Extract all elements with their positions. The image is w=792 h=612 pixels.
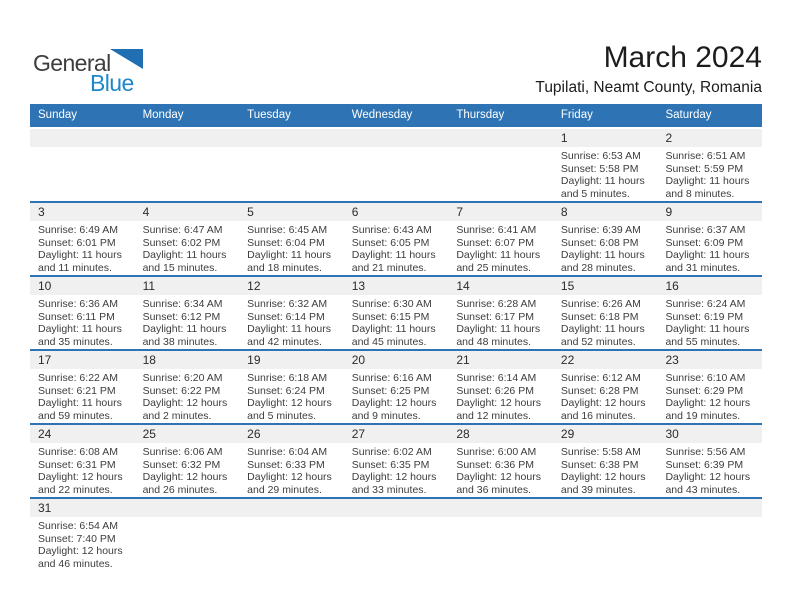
day-cell <box>448 351 553 423</box>
cell-daylight2-text: and 21 minutes. <box>351 261 427 274</box>
cell-sunset-text: Sunset: 6:14 PM <box>247 310 325 323</box>
cell-daylight1-text: Daylight: 11 hours <box>247 249 332 261</box>
cell-sunset-text: Sunset: 6:11 PM <box>38 310 115 323</box>
day-cell <box>135 425 240 497</box>
day-cell <box>344 277 449 349</box>
cell-sunrise-text: Sunrise: 6:43 AM <box>351 224 432 236</box>
cell-sunset-text: Sunset: 6:19 PM <box>665 310 744 323</box>
cell-daylight1-text: Daylight: 12 hours <box>142 397 228 409</box>
cell-daylight2-text: and 35 minutes. <box>38 335 113 348</box>
cell-daylight1-text: Daylight: 11 hours <box>38 397 122 409</box>
cell-daylight2-text: and 18 minutes. <box>247 261 322 274</box>
week-row <box>30 203 762 277</box>
date-number: 4 <box>135 203 240 221</box>
date-number: 7 <box>448 203 553 221</box>
cell-daylight2-text: and 36 minutes. <box>456 483 532 496</box>
cell-sunset-text: Sunset: 6:21 PM <box>38 384 116 397</box>
date-number <box>553 499 658 517</box>
cell-sunset-text: Sunset: 6:02 PM <box>142 236 221 249</box>
cell-sunrise-text: Sunrise: 6:49 AM <box>38 224 118 236</box>
day-cell <box>344 351 449 423</box>
cell-daylight2-text: and 55 minutes. <box>665 335 741 348</box>
cell-sunset-text: Sunset: 7:40 PM <box>38 532 116 545</box>
cell-daylight2-text: and 5 minutes. <box>247 409 317 422</box>
day-cell <box>30 499 135 571</box>
cell-daylight2-text: and 2 minutes. <box>142 409 212 422</box>
day-cell <box>553 129 658 201</box>
cell-sunrise-text: Sunrise: 6:14 AM <box>456 372 537 384</box>
week-row <box>30 499 762 571</box>
date-number: 22 <box>553 351 658 369</box>
cell-daylight1-text: Daylight: 11 hours <box>456 249 541 261</box>
date-number: 30 <box>657 425 762 443</box>
day-cell <box>135 129 240 201</box>
cell-daylight1-text: Daylight: 11 hours <box>351 249 436 261</box>
cell-daylight1-text: Daylight: 11 hours <box>142 323 227 335</box>
day-cell <box>135 351 240 423</box>
date-number <box>239 129 344 147</box>
cell-daylight2-text: and 38 minutes. <box>142 335 218 348</box>
date-number: 24 <box>30 425 135 443</box>
cell-sunset-text: Sunset: 5:58 PM <box>560 162 639 175</box>
cell-sunset-text: Sunset: 6:17 PM <box>456 310 534 323</box>
week-row <box>30 129 762 203</box>
day-cell <box>448 203 553 275</box>
cell-daylight1-text: Daylight: 11 hours <box>351 323 436 335</box>
cell-daylight1-text: Daylight: 12 hours <box>456 397 541 409</box>
logo-text-general: General <box>33 50 111 76</box>
date-number: 20 <box>344 351 449 369</box>
date-number <box>448 499 553 517</box>
general-blue-logo <box>33 50 143 97</box>
cell-daylight2-text: and 45 minutes. <box>351 335 427 348</box>
month-calendar <box>30 104 762 571</box>
cell-sunrise-text: Sunrise: 6:12 AM <box>560 372 641 384</box>
cell-sunrise-text: Sunrise: 6:20 AM <box>142 372 223 384</box>
date-number: 8 <box>553 203 658 221</box>
cell-daylight1-text: Daylight: 11 hours <box>456 323 541 335</box>
cell-sunrise-text: Sunrise: 6:32 AM <box>247 298 328 310</box>
date-number <box>135 499 240 517</box>
cell-sunset-text: Sunset: 6:09 PM <box>665 236 744 249</box>
date-number: 18 <box>135 351 240 369</box>
cell-daylight2-text: and 28 minutes. <box>560 261 636 274</box>
cell-daylight1-text: Daylight: 11 hours <box>38 249 122 261</box>
cell-sunset-text: Sunset: 6:08 PM <box>560 236 639 249</box>
day-cell <box>448 499 553 571</box>
day-cell <box>553 277 658 349</box>
date-number <box>448 129 553 147</box>
cell-daylight1-text: Daylight: 12 hours <box>665 397 751 409</box>
dow-header-saturday: Saturday <box>665 109 712 121</box>
cell-sunrise-text: Sunrise: 6:36 AM <box>38 298 118 310</box>
date-number: 17 <box>30 351 135 369</box>
cell-daylight2-text: and 59 minutes. <box>38 409 113 422</box>
cell-daylight2-text: and 26 minutes. <box>142 483 218 496</box>
cell-daylight1-text: Daylight: 11 hours <box>665 175 750 187</box>
day-cell <box>344 203 449 275</box>
day-cell <box>135 499 240 571</box>
date-number: 23 <box>657 351 762 369</box>
cell-sunset-text: Sunset: 6:25 PM <box>351 384 430 397</box>
day-cell <box>344 129 449 201</box>
day-cell <box>30 351 135 423</box>
cell-daylight2-text: and 16 minutes. <box>560 409 636 422</box>
date-number: 15 <box>553 277 658 295</box>
cell-daylight1-text: Daylight: 11 hours <box>560 175 645 187</box>
dow-header-tuesday: Tuesday <box>247 109 291 121</box>
cell-sunrise-text: Sunrise: 6:47 AM <box>142 224 223 236</box>
date-number <box>657 499 762 517</box>
page-title: March 2024 <box>603 41 762 74</box>
date-number: 5 <box>239 203 344 221</box>
date-number <box>344 129 449 147</box>
cell-sunset-text: Sunset: 6:12 PM <box>142 310 221 323</box>
week-row <box>30 277 762 351</box>
date-number <box>239 499 344 517</box>
cell-daylight2-text: and 12 minutes. <box>456 409 532 422</box>
day-cell <box>448 425 553 497</box>
date-number: 31 <box>30 499 135 517</box>
cell-sunrise-text: Sunrise: 6:06 AM <box>142 446 223 458</box>
logo-text-blue: Blue <box>90 70 134 96</box>
cell-daylight1-text: Daylight: 11 hours <box>665 249 750 261</box>
day-cell <box>239 277 344 349</box>
date-number: 6 <box>344 203 449 221</box>
cell-sunrise-text: Sunrise: 6:54 AM <box>38 520 118 532</box>
day-cell <box>657 351 762 423</box>
cell-sunrise-text: Sunrise: 6:41 AM <box>456 224 537 236</box>
day-cell <box>135 203 240 275</box>
cell-daylight1-text: Daylight: 12 hours <box>38 471 123 483</box>
day-cell <box>239 425 344 497</box>
day-cell <box>30 203 135 275</box>
cell-sunrise-text: Sunrise: 6:28 AM <box>456 298 537 310</box>
date-number: 25 <box>135 425 240 443</box>
cell-daylight1-text: Daylight: 12 hours <box>560 397 646 409</box>
cell-sunset-text: Sunset: 6:26 PM <box>456 384 534 397</box>
day-cell <box>344 499 449 571</box>
cell-sunrise-text: Sunrise: 6:51 AM <box>665 150 746 162</box>
dow-header-wednesday: Wednesday <box>351 109 413 121</box>
day-cell <box>657 277 762 349</box>
cell-sunset-text: Sunset: 6:33 PM <box>247 458 325 471</box>
date-number: 29 <box>553 425 658 443</box>
cell-sunset-text: Sunset: 6:38 PM <box>560 458 639 471</box>
cell-daylight1-text: Daylight: 11 hours <box>560 323 645 335</box>
date-number: 9 <box>657 203 762 221</box>
cell-daylight2-text: and 25 minutes. <box>456 261 532 274</box>
cell-sunrise-text: Sunrise: 6:37 AM <box>665 224 746 236</box>
cell-daylight2-text: and 43 minutes. <box>665 483 741 496</box>
cell-daylight2-text: and 29 minutes. <box>247 483 322 496</box>
week-row <box>30 425 762 499</box>
cell-daylight1-text: Daylight: 11 hours <box>142 249 227 261</box>
date-number: 11 <box>135 277 240 295</box>
date-number: 3 <box>30 203 135 221</box>
day-cell <box>448 277 553 349</box>
day-cell <box>657 499 762 571</box>
cell-sunset-text: Sunset: 6:28 PM <box>560 384 639 397</box>
cell-sunset-text: Sunset: 6:22 PM <box>142 384 221 397</box>
date-number: 13 <box>344 277 449 295</box>
date-number: 2 <box>657 129 762 147</box>
cell-sunrise-text: Sunrise: 6:39 AM <box>560 224 641 236</box>
page-subtitle: Tupilati, Neamt County, Romania <box>535 79 762 96</box>
cell-daylight2-text: and 42 minutes. <box>247 335 322 348</box>
dow-header-thursday: Thursday <box>456 109 505 121</box>
cell-daylight1-text: Daylight: 12 hours <box>456 471 541 483</box>
cell-daylight2-text: and 8 minutes. <box>665 187 735 200</box>
day-cell <box>239 203 344 275</box>
cell-daylight2-text: and 39 minutes. <box>560 483 636 496</box>
cell-daylight2-text: and 19 minutes. <box>665 409 741 422</box>
day-cell <box>239 351 344 423</box>
day-cell <box>30 129 135 201</box>
cell-daylight2-text: and 52 minutes. <box>560 335 636 348</box>
cell-sunset-text: Sunset: 6:05 PM <box>351 236 430 249</box>
cell-sunrise-text: Sunrise: 6:22 AM <box>38 372 118 384</box>
cell-sunset-text: Sunset: 6:07 PM <box>456 236 534 249</box>
day-cell <box>657 425 762 497</box>
day-cell <box>344 425 449 497</box>
cell-daylight2-text: and 15 minutes. <box>142 261 218 274</box>
cell-sunset-text: Sunset: 6:15 PM <box>351 310 430 323</box>
day-cell <box>657 203 762 275</box>
day-cell <box>239 499 344 571</box>
cell-sunrise-text: Sunrise: 6:24 AM <box>665 298 746 310</box>
date-number: 26 <box>239 425 344 443</box>
cell-sunrise-text: Sunrise: 6:08 AM <box>38 446 118 458</box>
date-number <box>344 499 449 517</box>
date-number: 21 <box>448 351 553 369</box>
cell-sunset-text: Sunset: 6:18 PM <box>560 310 639 323</box>
day-cell <box>553 425 658 497</box>
cell-daylight1-text: Daylight: 12 hours <box>351 397 437 409</box>
dow-header-monday: Monday <box>142 109 184 121</box>
day-cell <box>553 499 658 571</box>
date-number: 16 <box>657 277 762 295</box>
cell-sunrise-text: Sunrise: 6:04 AM <box>247 446 328 458</box>
day-cell <box>657 129 762 201</box>
cell-daylight1-text: Daylight: 12 hours <box>142 471 228 483</box>
date-number <box>30 129 135 147</box>
calendar-weeks <box>30 129 762 571</box>
cell-daylight2-text: and 11 minutes. <box>38 261 112 274</box>
cell-sunrise-text: Sunrise: 6:18 AM <box>247 372 328 384</box>
cell-sunset-text: Sunset: 6:01 PM <box>38 236 116 249</box>
cell-daylight2-text: and 46 minutes. <box>38 557 113 570</box>
date-number: 12 <box>239 277 344 295</box>
cell-sunset-text: Sunset: 6:31 PM <box>38 458 116 471</box>
cell-sunrise-text: Sunrise: 6:26 AM <box>560 298 641 310</box>
cell-daylight2-text: and 48 minutes. <box>456 335 532 348</box>
cell-sunrise-text: Sunrise: 6:16 AM <box>351 372 432 384</box>
cell-sunset-text: Sunset: 6:32 PM <box>142 458 221 471</box>
date-number: 19 <box>239 351 344 369</box>
cell-daylight1-text: Daylight: 12 hours <box>665 471 751 483</box>
cell-sunrise-text: Sunrise: 5:58 AM <box>560 446 641 458</box>
day-cell <box>553 203 658 275</box>
date-number: 1 <box>553 129 658 147</box>
cell-daylight2-text: and 22 minutes. <box>38 483 113 496</box>
cell-sunset-text: Sunset: 6:36 PM <box>456 458 534 471</box>
cell-daylight2-text: and 9 minutes. <box>351 409 421 422</box>
cell-daylight2-text: and 33 minutes. <box>351 483 427 496</box>
cell-sunrise-text: Sunrise: 6:10 AM <box>665 372 746 384</box>
cell-daylight1-text: Daylight: 12 hours <box>560 471 646 483</box>
day-cell <box>135 277 240 349</box>
dow-header-sunday: Sunday <box>38 109 78 121</box>
cell-daylight2-text: and 5 minutes. <box>560 187 630 200</box>
cell-sunset-text: Sunset: 6:24 PM <box>247 384 325 397</box>
cell-sunrise-text: Sunrise: 6:34 AM <box>142 298 223 310</box>
cell-sunset-text: Sunset: 6:29 PM <box>665 384 744 397</box>
cell-sunrise-text: Sunrise: 6:53 AM <box>560 150 641 162</box>
date-number: 10 <box>30 277 135 295</box>
cell-daylight1-text: Daylight: 12 hours <box>38 545 123 557</box>
day-cell <box>553 351 658 423</box>
cell-sunrise-text: Sunrise: 5:56 AM <box>665 446 746 458</box>
cell-sunset-text: Sunset: 6:35 PM <box>351 458 430 471</box>
cell-sunrise-text: Sunrise: 6:45 AM <box>247 224 328 236</box>
cell-daylight1-text: Daylight: 12 hours <box>247 397 332 409</box>
cell-sunrise-text: Sunrise: 6:02 AM <box>351 446 432 458</box>
cell-daylight1-text: Daylight: 11 hours <box>560 249 645 261</box>
cell-sunrise-text: Sunrise: 6:30 AM <box>351 298 432 310</box>
cell-daylight1-text: Daylight: 12 hours <box>247 471 332 483</box>
day-cell <box>30 277 135 349</box>
day-of-week-header-row <box>30 104 762 127</box>
week-row <box>30 351 762 425</box>
cell-sunset-text: Sunset: 6:04 PM <box>247 236 325 249</box>
cell-daylight1-text: Daylight: 11 hours <box>38 323 122 335</box>
date-number <box>135 129 240 147</box>
cell-daylight1-text: Daylight: 12 hours <box>351 471 437 483</box>
cell-daylight1-text: Daylight: 11 hours <box>247 323 332 335</box>
day-cell <box>30 425 135 497</box>
cell-daylight2-text: and 31 minutes. <box>665 261 741 274</box>
cell-sunrise-text: Sunrise: 6:00 AM <box>456 446 537 458</box>
cell-sunset-text: Sunset: 5:59 PM <box>665 162 744 175</box>
dow-header-friday: Friday <box>560 109 593 121</box>
day-cell <box>239 129 344 201</box>
cell-sunset-text: Sunset: 6:39 PM <box>665 458 744 471</box>
day-cell <box>448 129 553 201</box>
cell-daylight1-text: Daylight: 11 hours <box>665 323 750 335</box>
date-number: 28 <box>448 425 553 443</box>
date-number: 14 <box>448 277 553 295</box>
date-number: 27 <box>344 425 449 443</box>
